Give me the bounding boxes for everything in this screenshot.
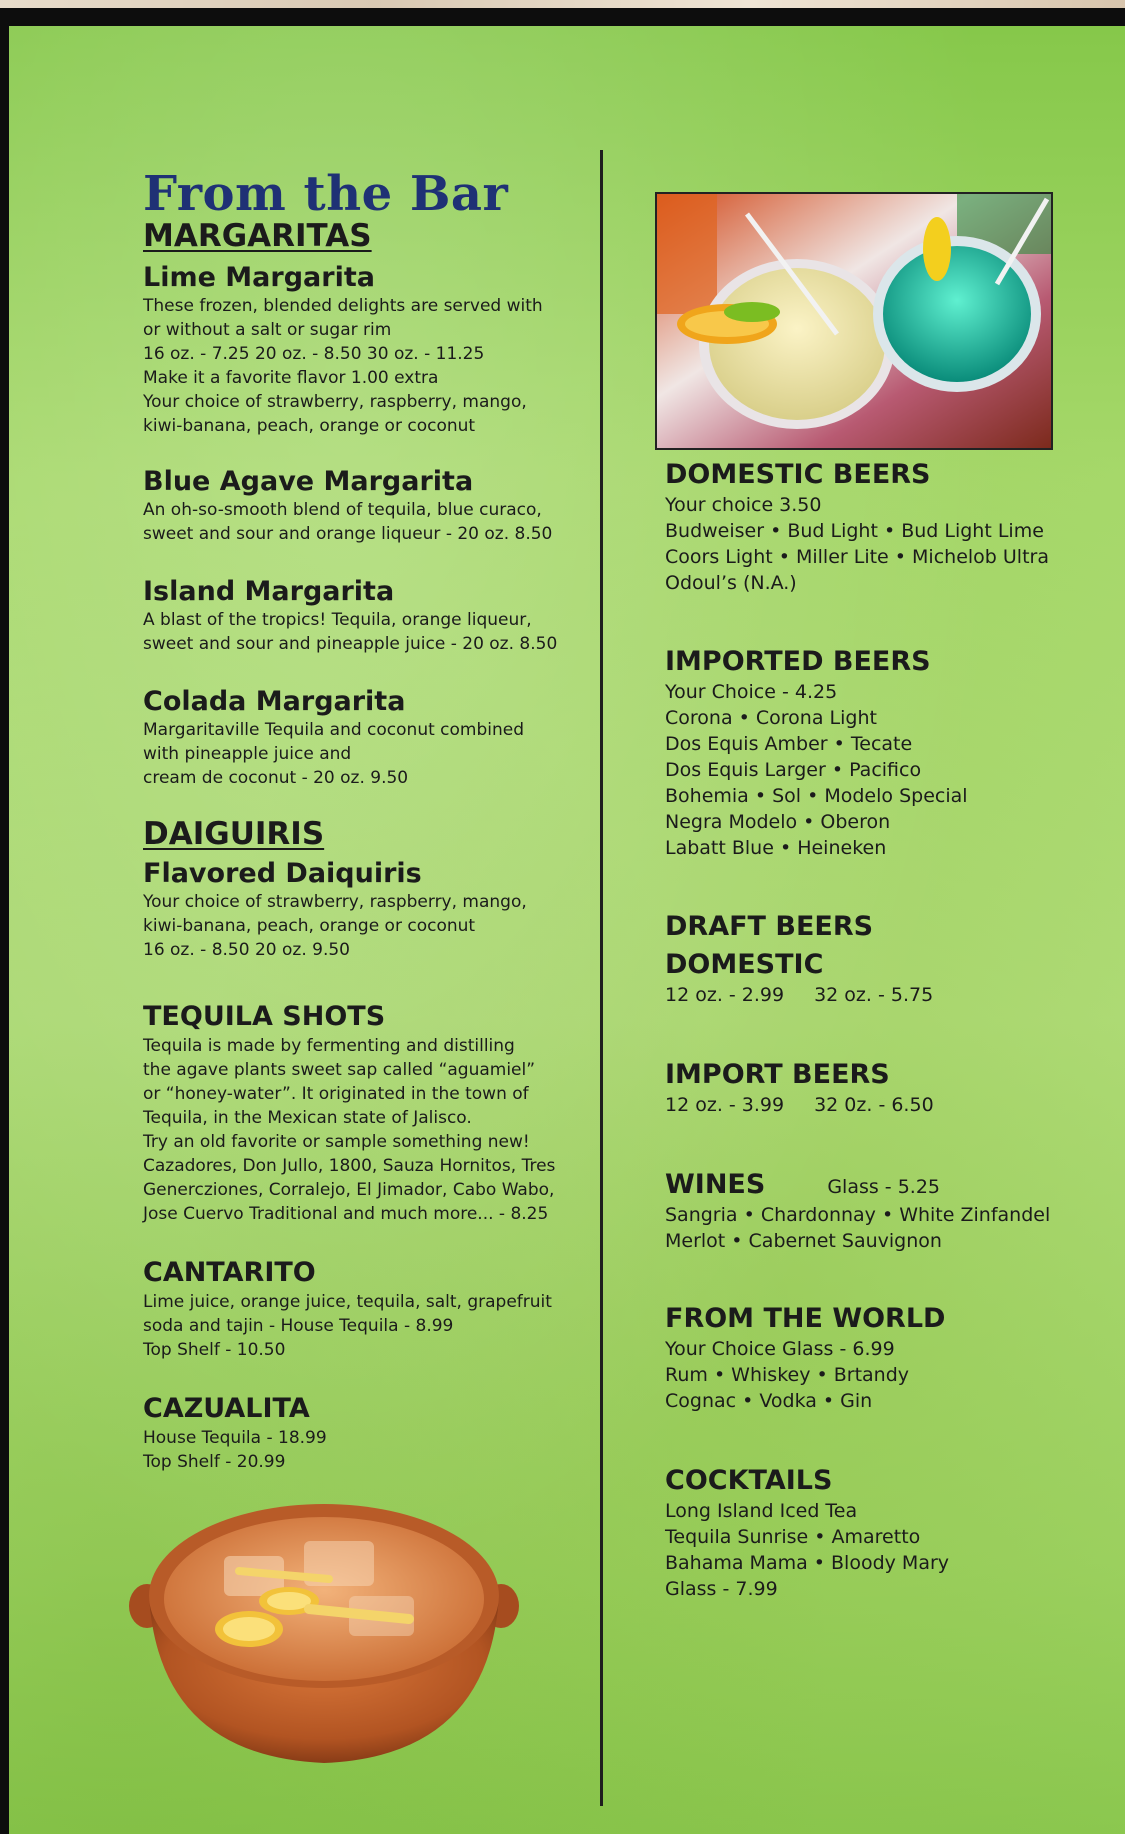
item-price-line: 16 oz. - 7.25 20 oz. - 8.50 30 oz. - 11.25 (143, 344, 485, 364)
colada-margarita-item (143, 686, 573, 790)
desc-line: Merlot • Cabernet Sauvignon (665, 1230, 942, 1252)
cazualita-bowl-image (129, 1501, 519, 1766)
price-small: 12 oz. - 2.99 (665, 984, 785, 1006)
section-heading: FROM THE WORLD (665, 1303, 946, 1334)
price-row (665, 982, 1095, 1008)
desc-line: Your choice 3.50 (665, 494, 822, 516)
daiquiris-section (143, 816, 573, 962)
section-heading: CAZUALITA (143, 1393, 310, 1424)
item-price-line: 16 oz. - 8.50 20 oz. 9.50 (143, 940, 350, 960)
margarita-photo (655, 192, 1053, 450)
domestic-beers-section (665, 458, 1095, 596)
desc-line: Top Shelf - 10.50 (143, 1340, 286, 1360)
section-heading: IMPORT BEERS (665, 1059, 890, 1090)
desc-line: Your Choice Glass - 6.99 (665, 1338, 895, 1360)
section-heading: WINES (665, 1169, 766, 1200)
section-heading: COCKTAILS (665, 1465, 833, 1496)
desc-line: Dos Equis Amber • Tecate (665, 733, 913, 755)
item-desc-line: These frozen, blended delights are served with (143, 296, 543, 316)
desc-line: or “honey-water”. It originated in the town of (143, 1084, 529, 1104)
daiquiris-heading: DAIGUIRIS (143, 816, 325, 852)
draft-beers-section (665, 910, 1095, 1008)
desc-line: Bohemia • Sol • Modelo Special (665, 785, 968, 807)
desc-line: Try an old favorite or sample something new! (143, 1132, 530, 1152)
item-desc-line: Margaritaville Tequila and coconut combined (143, 720, 525, 740)
item-desc-line: Your choice of strawberry, raspberry, mango, (143, 392, 527, 412)
lime-margarita-item (143, 262, 573, 438)
price-large: 32 oz. - 5.75 (814, 984, 934, 1006)
page-title: From the Bar (143, 166, 509, 222)
item-desc-line: A blast of the tropics! Tequila, orange liqueur, (143, 610, 532, 630)
margarita-drinks-illustration (657, 194, 1051, 448)
desc-line: Dos Equis Larger • Pacifico (665, 759, 922, 781)
desc-line: Top Shelf - 20.99 (143, 1452, 286, 1472)
desc-line: Long Island Iced Tea (665, 1500, 858, 1522)
section-heading: TEQUILA SHOTS (143, 1001, 386, 1032)
desc-line: Cognac • Vodka • Gin (665, 1390, 873, 1412)
desc-line: Genercziones, Corralejo, El Jimador, Cabo Wabo, (143, 1180, 555, 1200)
item-desc-line: sweet and sour and pineapple juice - 20 oz. 8.50 (143, 634, 558, 654)
item-desc-line: sweet and sour and orange liqueur - 20 oz. 8.50 (143, 524, 553, 544)
section-heading: DOMESTIC BEERS (665, 459, 931, 490)
tequila-shots-section (143, 1000, 573, 1226)
island-margarita-item (143, 576, 573, 656)
desc-line: Lime juice, orange juice, tequila, salt, grapefruit (143, 1292, 552, 1312)
item-desc-line: Your choice of strawberry, raspberry, mango, (143, 892, 527, 912)
desc-line: Your Choice - 4.25 (665, 681, 838, 703)
margaritas-heading: MARGARITAS (143, 218, 372, 254)
item-desc-line: or without a salt or sugar rim (143, 320, 392, 340)
from-the-world-section (665, 1302, 1095, 1414)
item-title: Lime Margarita (143, 262, 375, 293)
section-heading: CANTARITO (143, 1257, 316, 1288)
item-desc-line: An oh-so-smooth blend of tequila, blue curaco, (143, 500, 542, 520)
desc-line: Cazadores, Don Jullo, 1800, Sauza Hornitos, Tres (143, 1156, 556, 1176)
top-strip (0, 0, 1125, 8)
desc-line: Tequila Sunrise • Amaretto (665, 1526, 921, 1548)
blue-agave-margarita-item (143, 466, 573, 546)
price-row (665, 1092, 1095, 1118)
import-beers-section (665, 1058, 1095, 1118)
desc-line: the agave plants sweet sap called “aguamiel” (143, 1060, 536, 1080)
section-heading: DRAFT BEERS (665, 911, 874, 942)
item-desc-line: kiwi-banana, peach, orange or coconut (143, 916, 476, 936)
margaritas-section (143, 218, 573, 254)
item-desc-line: cream de coconut - 20 oz. 9.50 (143, 768, 409, 788)
menu-page (9, 26, 1125, 1834)
wines-price: Glass - 5.25 (827, 1176, 941, 1198)
item-title: Island Margarita (143, 576, 395, 607)
desc-line: Negra Modelo • Oberon (665, 811, 891, 833)
desc-line: Labatt Blue • Heineken (665, 837, 887, 859)
wines-section (665, 1168, 1095, 1254)
item-desc-line: kiwi-banana, peach, orange or coconut (143, 416, 476, 436)
desc-line: Budweiser • Bud Light • Bud Light Lime (665, 520, 1044, 542)
section-heading: IMPORTED BEERS (665, 646, 931, 677)
cocktails-section (665, 1464, 1095, 1602)
desc-line: Tequila is made by fermenting and distilling (143, 1036, 515, 1056)
desc-line: Corona • Corona Light (665, 707, 877, 729)
item-desc-line: with pineapple juice and (143, 744, 352, 764)
desc-line: Rum • Whiskey • Brtandy (665, 1364, 910, 1386)
desc-line: Sangria • Chardonnay • White Zinfandel (665, 1204, 1051, 1226)
price-small: 12 oz. - 3.99 (665, 1094, 785, 1116)
column-divider (600, 150, 603, 1806)
desc-line: Bahama Mama • Bloody Mary (665, 1552, 950, 1574)
desc-line: Jose Cuervo Traditional and much more... - 8.25 (143, 1204, 549, 1224)
price-large: 32 0z. - 6.50 (814, 1094, 934, 1116)
item-title: Colada Margarita (143, 686, 406, 717)
desc-line: Odoul’s (N.A.) (665, 572, 797, 594)
section-subheading: DOMESTIC (665, 949, 824, 980)
item-title: Blue Agave Margarita (143, 466, 474, 497)
desc-line: Tequila, in the Mexican state of Jalisco. (143, 1108, 472, 1128)
item-title: Flavored Daiquiris (143, 858, 422, 889)
desc-line: House Tequila - 18.99 (143, 1428, 327, 1448)
item-desc-line: Make it a favorite flavor 1.00 extra (143, 368, 439, 388)
imported-beers-section (665, 645, 1095, 861)
cazualita-section (143, 1392, 573, 1474)
desc-line: Coors Light • Miller Lite • Michelob Ultra (665, 546, 1049, 568)
cantarito-section (143, 1256, 573, 1362)
desc-line: soda and tajin - House Tequila - 8.99 (143, 1316, 454, 1336)
wines-heading-row (665, 1168, 1095, 1202)
desc-line: Glass - 7.99 (665, 1578, 778, 1600)
